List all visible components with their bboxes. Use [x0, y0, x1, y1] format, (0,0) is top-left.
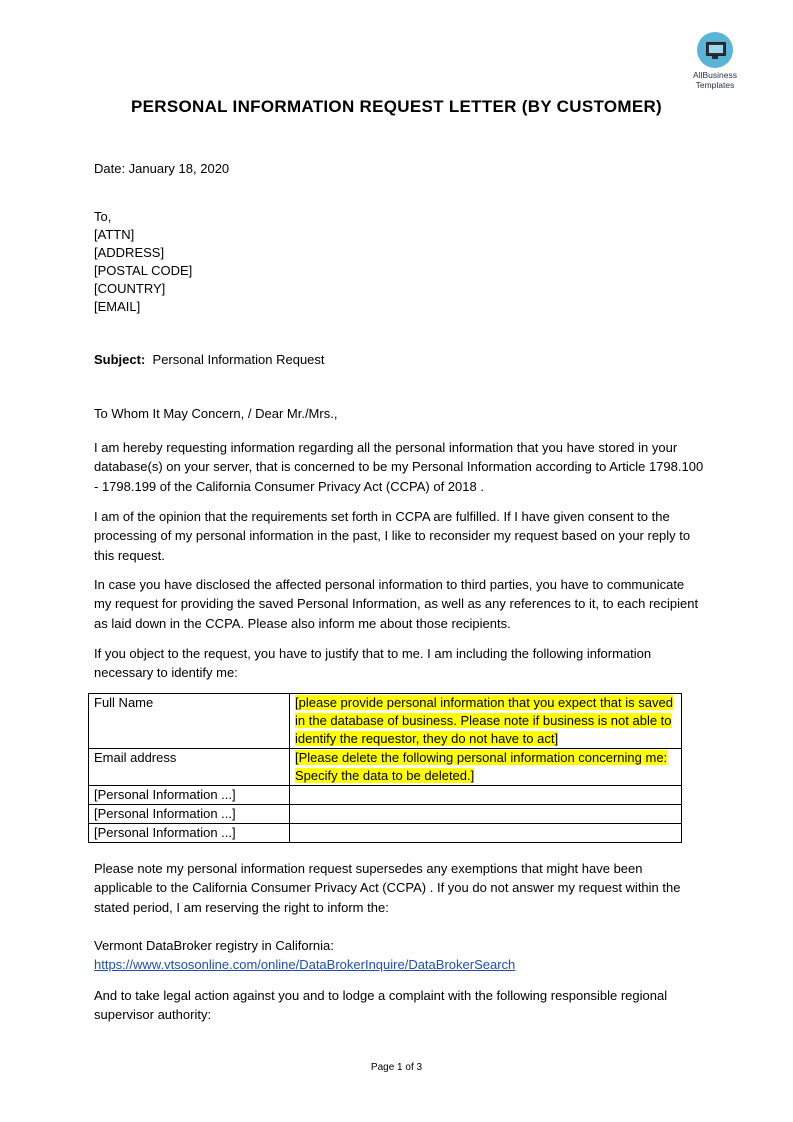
page-number: Page 1 of 3	[370, 1062, 423, 1073]
table-cell-label: [Personal Information ...]	[89, 824, 290, 843]
table-row	[89, 786, 682, 805]
paragraph-6: Vermont DataBroker registry in California:	[94, 938, 334, 953]
subject-line	[94, 350, 325, 369]
registry-link[interactable]	[94, 955, 515, 974]
table-cell-value	[290, 694, 682, 749]
address-attn: [ATTN]	[94, 227, 135, 242]
paragraph-3: In case you have disclosed the affected personal information to third parties, you have to communicate my request for providing the saved Personal Information, as well as any references to it, to each recipient as laid down in the CCPA. Please also inform me about those recipients.	[94, 577, 699, 631]
paragraph-4: If you object to the request, you have to justify that to me. I am including the following information necessary to identify me:	[94, 646, 652, 681]
salutation: To Whom It May Concern, / Dear Mr./Mrs.,	[94, 406, 338, 421]
brand-logo	[686, 32, 744, 90]
table-cell-value	[290, 824, 682, 843]
subject-text: Personal Information Request	[152, 352, 325, 367]
paragraph-1: I am hereby requesting information regarding all the personal information that you have stored in your database(s) on your server, that is concerned to be my Personal Information according to Article 1798.100 - 1798.199 of the California Consumer Privacy Act (CCPA) of 2018 .	[94, 440, 704, 494]
table-cell-label: Full Name	[89, 694, 290, 749]
table-cell-label: [Personal Information ...]	[89, 805, 290, 824]
monitor-icon	[697, 32, 733, 68]
letter-date: Date: January 18, 2020	[94, 161, 230, 176]
table-cell-value	[290, 786, 682, 805]
paragraph-7: And to take legal action against you and to lodge a complaint with the following responsible regional supervisor authority:	[94, 988, 668, 1023]
address-street: [ADDRESS]	[94, 245, 165, 260]
identification-table	[88, 693, 682, 843]
table-cell-label: [Personal Information ...]	[89, 786, 290, 805]
brand-logo-line2: Templates	[695, 80, 735, 90]
address-country: [COUNTRY]	[94, 281, 166, 296]
brand-logo-line1: AllBusiness	[693, 70, 737, 80]
registry-link-text[interactable]: https://www.vtsosonline.com/online/DataBrokerInquire/DataBrokerSearch	[94, 957, 516, 972]
address-email: [EMAIL]	[94, 299, 141, 314]
address-to: To,	[94, 209, 112, 224]
highlighted-instruction: [Please delete the following personal information concerning me: Specify the data to be deleted.]	[295, 750, 668, 783]
paragraph-2: I am of the opinion that the requirements set forth in CCPA are fulfilled. If I have given consent to the processing of my personal information in the past, I like to reconsider my request based on your reply to this request.	[94, 509, 691, 563]
subject-label: Subject:	[94, 352, 146, 367]
table-row	[89, 824, 682, 843]
document-title: PERSONAL INFORMATION REQUEST LETTER (BY CUSTOMER)	[130, 97, 663, 116]
table-row	[89, 805, 682, 824]
table-cell-label: Email address	[89, 749, 290, 786]
address-postal: [POSTAL CODE]	[94, 263, 193, 278]
highlighted-instruction: [please provide personal information that you expect that is saved in the database of business. Please note if business is not able to identify the requestor, they do not have to act]	[295, 695, 673, 746]
table-row	[89, 749, 682, 786]
table-cell-value	[290, 749, 682, 786]
table-row	[89, 694, 682, 749]
paragraph-5: Please note my personal information request supersedes any exemptions that might have been applicable to the California Consumer Privacy Act (CCPA) . If you do not answer my request within the stated period, I am reserving the right to inform the:	[94, 861, 681, 915]
table-cell-value	[290, 805, 682, 824]
